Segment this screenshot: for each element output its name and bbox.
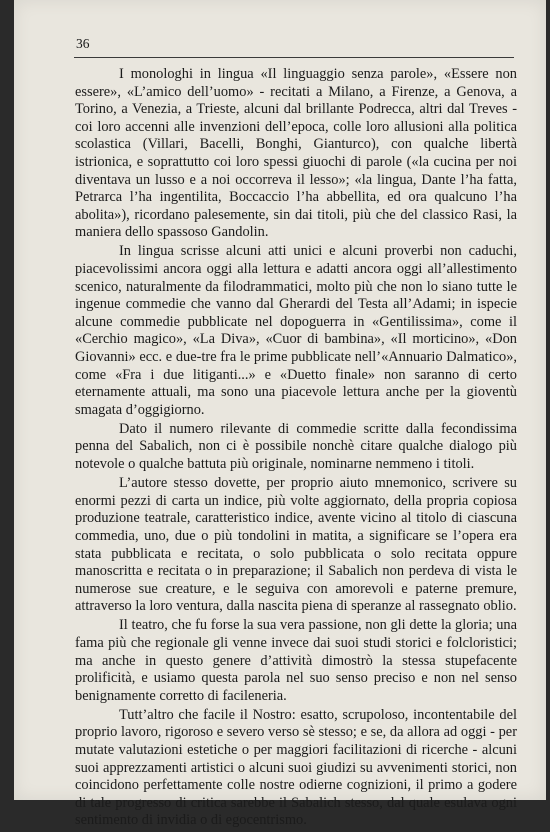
paragraph: Il teatro, che fu forse la sua vera passione, non gli dette la gloria; una fama più che regionale gli venne invece dai suoi studi storici e folcloristici; ma anche in questo genere d’attività dimostrò la stessa stupefacente prolificità, e usiamo questa parola nel suo senso preciso e non nel senso benignamente corretto di facileneria.: [75, 617, 517, 704]
body-text: [75, 66, 517, 832]
book-page: [14, 0, 546, 829]
paragraph: In lingua scrisse alcuni atti unici e alcuni proverbi non caduchi, piacevolissimi ancora oggi alla lettura e adatti ancora oggi all’allestimento scenico, naturalmente da filodrammatici, molto più che non lo siano tutte le ingenue commedie che vanno dal Gherardi del Testa all’Adami; in ispecie alcune commedie pubblicate nel dopoguerra in «Gentilissima», come il «Cerchio magico», «La Diva», «Cuor di bambina», «Il morticino», «Don Giovanni» ecc. e due-tre fra le prime pubblicate nell’«Annuario Dalmatico», come «Fra i due litiganti...» e «Duetto finale» non saranno di certo eternamente attuali, ma sono una piacevole lettura anche per la gioventù smagata d’oggigiorno.: [75, 243, 517, 418]
page-number: 36: [76, 36, 90, 51]
paragraph: I monologhi in lingua «Il linguaggio senza parole», «Essere non essere», «L’amico dell’uomo» - recitati a Milano, a Firenze, a Genova, a Torino, a Venezia, a Trieste, alcuni dal brillante Podrecca, altri dal Treves - coi loro accenni alle invenzioni dell’epoca, colle loro allusioni alla politica scolastica (Villari, Bacelli, Bonghi, Gianturco), con qualche libertà istrionica, e soprattutto coi loro spessi giuochi di parole («la cucina per noi diventava un lusso e a noi occorreva il lesso»; «la lingua, Dante l’ha fatta, Petrarca l’ha ingentilita, Boccaccio l’ha abbellita, ed ora qualcuno l’ha abolita»), ricordano palesemente, sin dai titoli, più che del classico Rasi, la maniera dello spassoso Gandolin.: [75, 66, 517, 241]
paragraph: Dato il numero rilevante di commedie scritte dalla fecondissima penna del Sabalich, non ci è possibile nonchè citare qualche dialogo più notevole o qualche battuta più originale, nominarne nemmeno i titoli.: [75, 420, 517, 473]
paragraph: L’autore stesso dovette, per proprio aiuto mnemonico, scrivere su enormi pezzi di carta un indice, più volte aggiornato, della propria copiosa produzione teatrale, caratteristico indice, avente vicino al titolo di ciascuna commedia, uno, due o più tondolini in matita, a significare se l’opera era stata pubblicata e recitata, o solo pubblicata o solo recitata oppure manoscritta e recitata o in preparazione; il Sabalich non perdeva di vista le numerose sue creature, e le seguiva con amorevoli e paterne premure, attraverso la loro ventura, dalla nascita piena di speranze al rassegnato oblio.: [75, 475, 517, 615]
header-rule: [74, 57, 514, 58]
paragraph: Tutt’altro che facile il Nostro: esatto, scrupoloso, incontentabile del proprio lavoro, rigoroso e severo verso sè stesso; e se, da allora ad oggi - per mutate valutazioni estetiche o per maggiori facilitazioni di ricerche - alcuni suoi apprezzamenti artistici o alcuni suoi giudizi su avvenimenti storici, non coincidono perfettamente colle nostre odierne cognizioni, il primo a godere di tale progresso di critica sarebbe il Sabalich stesso, dal quale esulava ogni sentimento di invidia o di egocentrismo.: [75, 706, 517, 829]
